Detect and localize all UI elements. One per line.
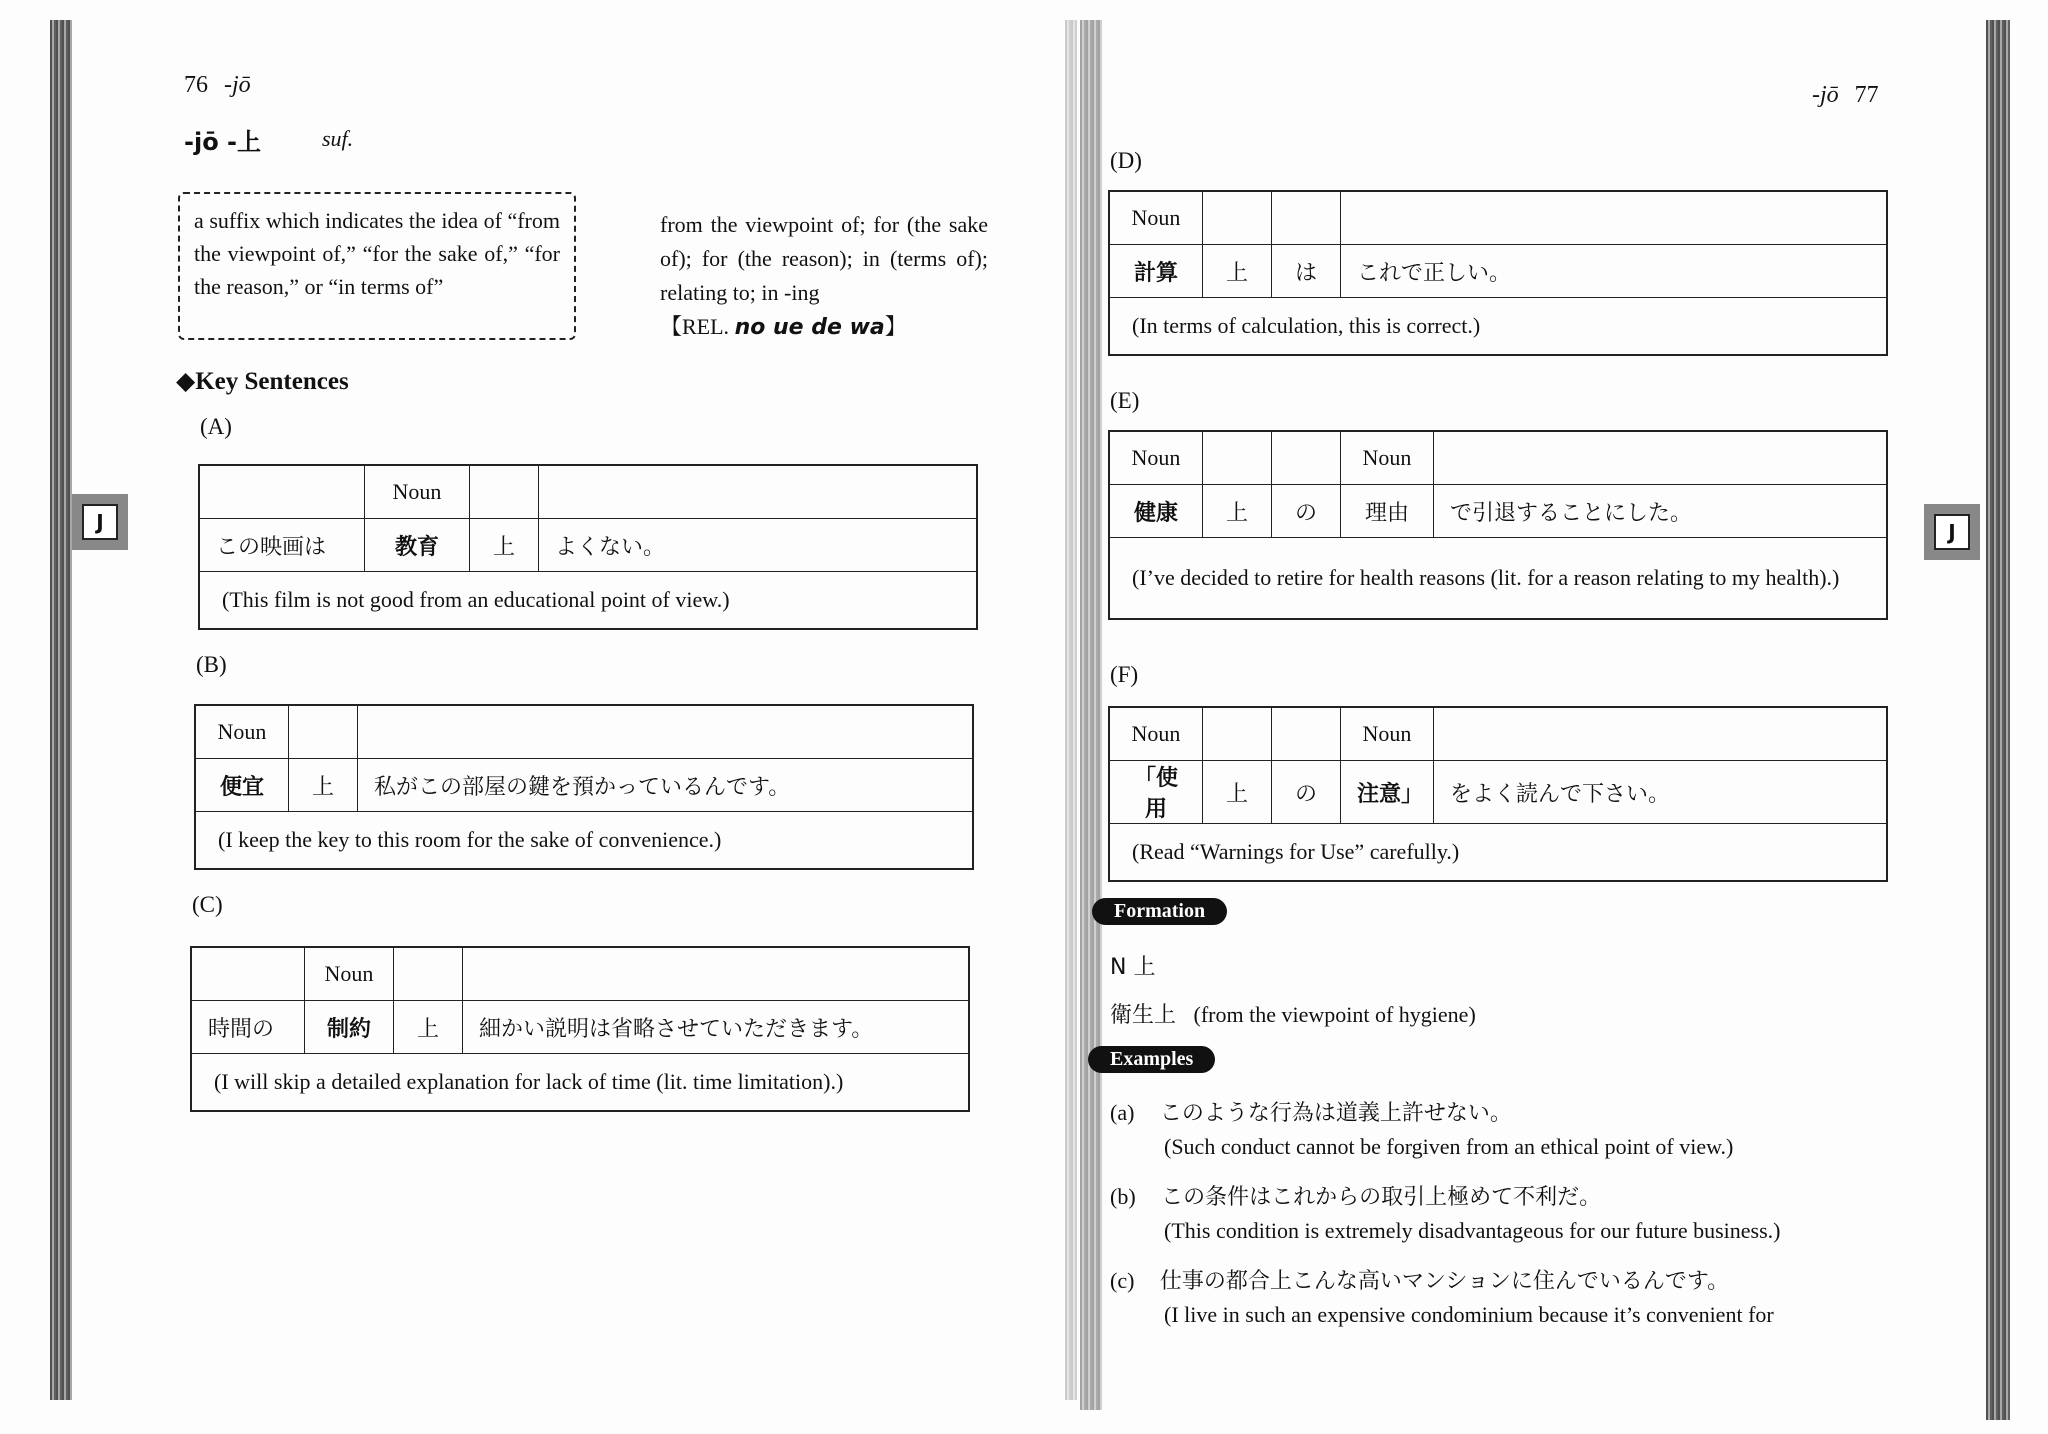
translation-cell: (I’ve decided to retire for health reasons (lit. for a reason relating to my health).) bbox=[1109, 538, 1887, 620]
sentence-cell: よくない。 bbox=[539, 519, 978, 572]
key-sentence-table-b bbox=[194, 704, 974, 870]
example-en: (I live in such an expensive condominium because it’s convenient for bbox=[1164, 1302, 1774, 1327]
header-cell bbox=[191, 947, 305, 1001]
header-cell bbox=[470, 465, 539, 519]
headword: -jō -上 bbox=[184, 128, 261, 156]
translation-cell: (Read “Warnings for Use” carefully.) bbox=[1109, 824, 1887, 882]
header-cell: Noun bbox=[365, 465, 470, 519]
sentence-label-c: (C) bbox=[192, 892, 223, 917]
translation-cell: (This film is not good from an educational point of view.) bbox=[199, 572, 977, 630]
header-cell bbox=[1203, 191, 1272, 245]
header-cell: Noun bbox=[1109, 707, 1203, 761]
formation-example-jp: 衛生上 bbox=[1110, 1003, 1177, 1028]
sentence-cell: 上 bbox=[1203, 245, 1272, 298]
sentence-cell: 教育 bbox=[365, 519, 470, 572]
header-cell: Noun bbox=[195, 705, 289, 759]
example-jp: このような行為は道義上許せない。 bbox=[1159, 1101, 1512, 1126]
sentence-cell: 便宜 bbox=[195, 759, 289, 812]
sentence-cell: は bbox=[1272, 245, 1341, 298]
header-cell: Noun bbox=[1341, 431, 1434, 485]
example-item bbox=[1110, 1180, 1601, 1215]
left-page-number: 76 bbox=[184, 72, 208, 98]
header-cell bbox=[1203, 431, 1272, 485]
meanings-text bbox=[660, 208, 988, 345]
header-cell: Noun bbox=[1341, 707, 1434, 761]
sentence-label-b: (B) bbox=[196, 652, 227, 677]
sentence-cell: の bbox=[1272, 485, 1341, 538]
sentence-cell: 理由 bbox=[1341, 485, 1434, 538]
key-sentence-table-c bbox=[190, 946, 970, 1112]
header-cell bbox=[1272, 431, 1341, 485]
key-sentences-title: ◆Key Sentences bbox=[176, 368, 349, 395]
page-edge-left bbox=[50, 20, 72, 1400]
example-label: (a) bbox=[1110, 1100, 1135, 1125]
sentence-cell: 注意」 bbox=[1341, 761, 1434, 824]
header-cell bbox=[358, 705, 974, 759]
example-jp: 仕事の都合上こんな高いマンションに住んでいるんです。 bbox=[1159, 1269, 1730, 1294]
translation-cell: (In terms of calculation, this is correct.) bbox=[1109, 298, 1887, 356]
sentence-cell: これで正しい。 bbox=[1341, 245, 1888, 298]
sentence-cell: の bbox=[1272, 761, 1341, 824]
sentence-cell: 時間の bbox=[191, 1001, 305, 1054]
related-suffix: 】 bbox=[884, 314, 907, 339]
sentence-cell: 上 bbox=[1203, 761, 1272, 824]
sentence-label-a: (A) bbox=[200, 414, 232, 439]
part-of-speech: suf. bbox=[322, 126, 354, 151]
header-cell: Noun bbox=[1109, 431, 1203, 485]
sentence-label-e: (E) bbox=[1110, 388, 1140, 413]
section-tab-j-left: J bbox=[72, 494, 128, 550]
example-item bbox=[1110, 1264, 1729, 1299]
sentence-cell: をよく読んで下さい。 bbox=[1434, 761, 1888, 824]
header-cell bbox=[1272, 707, 1341, 761]
header-cell bbox=[394, 947, 463, 1001]
header-cell: Noun bbox=[1109, 191, 1203, 245]
page-edge-right bbox=[1986, 20, 2010, 1420]
header-cell bbox=[199, 465, 365, 519]
spine-shadow-left bbox=[1065, 20, 1077, 1400]
sentence-cell: 上 bbox=[394, 1001, 463, 1054]
formation-pattern: N 上 bbox=[1110, 955, 1156, 980]
example-jp: この条件はこれからの取引上極めて不利だ。 bbox=[1161, 1185, 1602, 1210]
sentence-cell: 上 bbox=[289, 759, 358, 812]
header-cell bbox=[1341, 191, 1888, 245]
example-en: (Such conduct cannot be forgiven from an ethical point of view.) bbox=[1164, 1134, 1734, 1159]
sentence-label-f: (F) bbox=[1110, 662, 1139, 687]
section-tab-j-right: J bbox=[1924, 504, 1980, 560]
meanings: from the viewpoint of; for (the sake of); for (the reason); in (terms of); relating to; in -ing bbox=[660, 212, 988, 305]
right-page-header bbox=[1812, 82, 1879, 109]
sentence-cell: 計算 bbox=[1109, 245, 1203, 298]
sentence-cell: 制約 bbox=[305, 1001, 394, 1054]
related-prefix: 【REL. bbox=[660, 314, 735, 339]
formation-example bbox=[1110, 998, 1476, 1029]
sentence-label-d: (D) bbox=[1110, 148, 1142, 173]
header-cell bbox=[463, 947, 970, 1001]
header-cell bbox=[1272, 191, 1341, 245]
key-sentence-table-a bbox=[198, 464, 978, 630]
example-label: (b) bbox=[1110, 1184, 1136, 1209]
sentence-cell: 健康 bbox=[1109, 485, 1203, 538]
sentence-cell: この映画は bbox=[199, 519, 365, 572]
spine-shadow-right bbox=[1080, 20, 1102, 1410]
right-running-head: -jō bbox=[1812, 82, 1839, 108]
key-sentence-table-e bbox=[1108, 430, 1888, 620]
header-cell bbox=[539, 465, 978, 519]
translation-cell: (I keep the key to this room for the sake of convenience.) bbox=[195, 812, 973, 870]
sentence-cell: 上 bbox=[470, 519, 539, 572]
formation-example-en: (from the viewpoint of hygiene) bbox=[1193, 1002, 1476, 1027]
sentence-cell: で引退することにした。 bbox=[1434, 485, 1888, 538]
header-cell: Noun bbox=[305, 947, 394, 1001]
formation-badge: Formation bbox=[1092, 898, 1227, 925]
header-cell bbox=[289, 705, 358, 759]
related-term: no ue de wa bbox=[734, 315, 885, 340]
header-cell bbox=[1203, 707, 1272, 761]
header-cell bbox=[1434, 707, 1888, 761]
left-running-head: -jō bbox=[224, 72, 251, 98]
header-cell bbox=[1434, 431, 1888, 485]
sentence-cell: 私がこの部屋の鍵を預かっているんです。 bbox=[358, 759, 974, 812]
examples-badge: Examples bbox=[1088, 1046, 1215, 1073]
sentence-cell: 細かい説明は省略させていただきます。 bbox=[463, 1001, 970, 1054]
right-page-number: 77 bbox=[1854, 82, 1879, 108]
example-item bbox=[1110, 1096, 1512, 1131]
example-label: (c) bbox=[1110, 1268, 1135, 1293]
translation-cell: (I will skip a detailed explanation for lack of time (lit. time limitation).) bbox=[191, 1054, 969, 1112]
example-en: (This condition is extremely disadvantageous for our future business.) bbox=[1164, 1218, 1781, 1243]
sentence-cell: 上 bbox=[1203, 485, 1272, 538]
left-page-header bbox=[184, 72, 251, 99]
definition-box: a suffix which indicates the idea of “from the viewpoint of,” “for the sake of,” “for the reason,” or “in terms of” bbox=[178, 192, 576, 340]
sentence-cell: 「使用 bbox=[1109, 761, 1203, 824]
key-sentence-table-d bbox=[1108, 190, 1888, 356]
key-sentence-table-f bbox=[1108, 706, 1888, 882]
